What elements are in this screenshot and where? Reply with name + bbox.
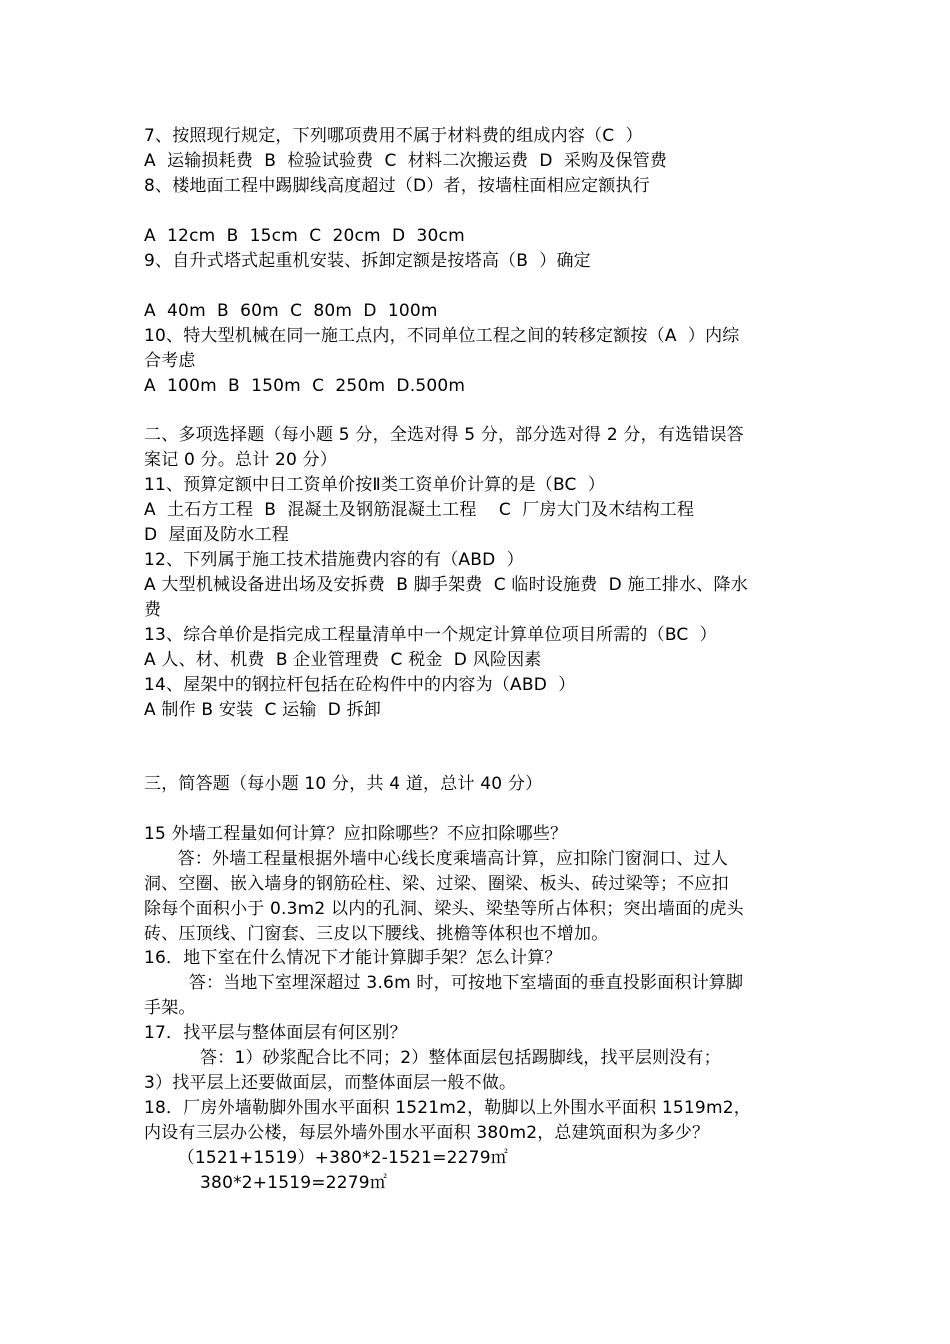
question-12-options: A 大型机械设备进出场及安拆费 B 脚手架费 C 临时设施费 D 施工排水、降水 (144, 575, 748, 595)
section-2-heading-cont: 案记 0 分。总计 20 分） (144, 450, 338, 470)
question-18: 18．厂房外墙勒脚外围水平面积 1521m2，勒脚以上外围水平面积 1519m2， (144, 1098, 751, 1118)
answer-18-line-1: （1521+1519）+380*2-1521=2279㎡ (144, 1148, 508, 1168)
question-14-options: A 制作 B 安装 C 运输 D 拆卸 (144, 700, 382, 720)
question-7: 7、按照现行规定，下列哪项费用不属于材料费的组成内容（C ） (144, 126, 643, 146)
answer-15-line-2: 洞、空圈、嵌入墙身的钢筋砼柱、梁、过梁、圈梁、板头、砖过梁等；不应扣 (144, 874, 729, 894)
question-9: 9、自升式塔式起重机安装、拆卸定额是按塔高（B ）确定 (144, 251, 591, 271)
question-18-cont: 内设有三层办公楼，每层外墙外围水平面积 380m2，总建筑面积为多少？ (144, 1123, 710, 1143)
section-3-heading: 三，简答题（每小题 10 分，共 4 道，总计 40 分） (144, 774, 543, 794)
answer-16-line-2: 手架。 (144, 998, 196, 1018)
question-12: 12、下列属于施工技术措施费内容的有（ABD ） (144, 550, 524, 570)
question-10-cont: 合考虑 (144, 351, 196, 371)
question-12-options-cont: 费 (144, 600, 162, 620)
answer-15-line-1: 答：外墙工程量根据外墙中心线长度乘墙高计算，应扣除门窗洞口、过人 (144, 849, 729, 869)
question-13-options: A 人、材、机费 B 企业管理费 C 税金 D 风险因素 (144, 650, 542, 670)
question-8: 8、楼地面工程中踢脚线高度超过（D）者，按墙柱面相应定额执行 (144, 176, 650, 196)
answer-15-line-3: 除每个面积小于 0.3m2 以内的孔洞、梁头、梁垫等所占体积；突出墙面的虎头 (144, 899, 744, 919)
answer-17-line-2: 3）找平层上还要做面层，而整体面层一般不做。 (144, 1073, 517, 1093)
question-10: 10、特大型机械在同一施工点内，不同单位工程之间的转移定额按（A ）内综 (144, 326, 740, 346)
answer-17-line-1: 答：1）砂浆配合比不同；2）整体面层包括踢脚线，找平层则没有； (144, 1048, 721, 1068)
question-11-options: A 土石方工程 B 混凝土及钢筋混凝土工程 C 厂房大门及木结构工程 (144, 500, 695, 520)
section-2-heading: 二、多项选择题（每小题 5 分，全选对得 5 分，部分选对得 2 分，有选错误答 (144, 425, 744, 445)
question-16: 16．地下室在什么情况下才能计算脚手架？怎么计算？ (144, 948, 562, 968)
question-13: 13、综合单价是指完成工程量清单中一个规定计算单位项目所需的（BC ） (144, 625, 717, 645)
question-10-options: A 100m B 150m C 250m D.500m (144, 376, 466, 396)
answer-15-line-4: 砖、压顶线、门窗套、三皮以下腰线、挑檐等体积也不增加。 (144, 924, 609, 944)
question-11-options-cont: D 屋面及防水工程 (144, 525, 289, 545)
question-7-options: A 运输损耗费 B 检验试验费 C 材料二次搬运费 D 采购及保管费 (144, 151, 668, 171)
answer-18-line-2: 380*2+1519=2279㎡ (144, 1173, 388, 1193)
question-14: 14、屋架中的钢拉杆包括在砼构件中的内容为（ABD ） (144, 675, 576, 695)
question-9-options: A 40m B 60m C 80m D 100m (144, 301, 438, 321)
question-8-options: A 12cm B 15cm C 20cm D 30cm (144, 226, 465, 246)
answer-16-line-1: 答：当地下室埋深超过 3.6m 时，可按地下室墙面的垂直投影面积计算脚 (144, 973, 744, 993)
question-17: 17．找平层与整体面层有何区别？ (144, 1023, 407, 1043)
question-11: 11、预算定额中日工资单价按Ⅱ类工资单价计算的是（BC ） (144, 475, 606, 495)
question-15: 15 外墙工程量如何计算？应扣除哪些？不应扣除哪些？ (144, 824, 568, 844)
